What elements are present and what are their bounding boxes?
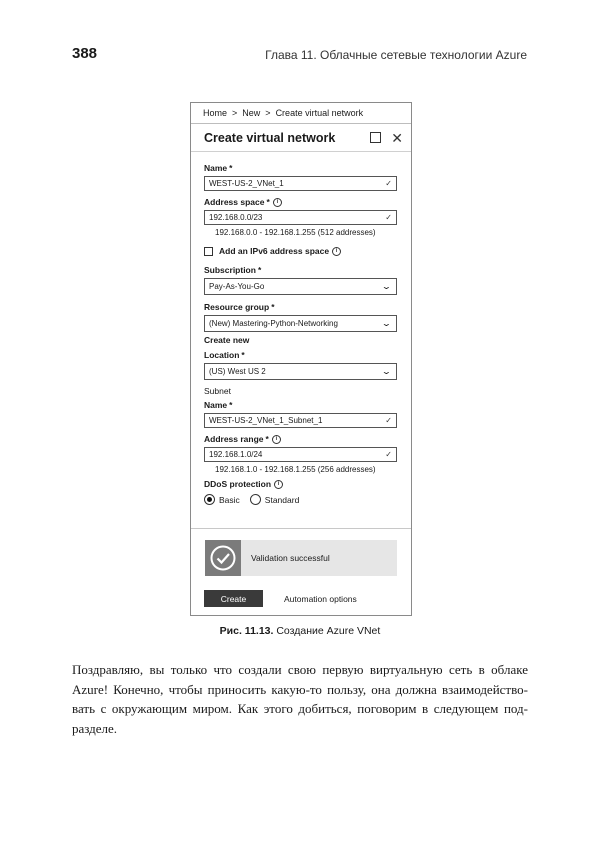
ddos-standard-label: Standard — [264, 494, 300, 505]
validation-check-icon — [210, 545, 236, 571]
name-label: Name * — [204, 163, 233, 173]
chevron-down-icon: ⌄ — [381, 367, 393, 376]
address-space-input[interactable]: 192.168.0.0/23 ✓ — [204, 210, 397, 225]
validation-banner — [205, 540, 397, 576]
caption-prefix: Рис. 11.13. — [219, 625, 274, 637]
breadcrumb-new[interactable]: New — [242, 108, 261, 118]
validation-text: Validation successful — [251, 553, 330, 563]
ddos-label: DDoS protection i — [204, 478, 397, 490]
chevron-down-icon: ⌄ — [381, 319, 393, 328]
subnet-name-label: Name * — [204, 400, 233, 410]
automation-options-link[interactable]: Automation options — [284, 594, 357, 604]
address-space-hint: 192.168.0.0 - 192.168.1.255 (512 addresses) — [215, 228, 376, 237]
address-space-label: Address space * i — [204, 196, 397, 208]
check-icon: ✓ — [385, 213, 392, 222]
check-icon: ✓ — [385, 416, 392, 425]
body-line: Поздравляю, вы только что создали свою первую виртуальную сеть в облаке — [72, 662, 528, 677]
caption-text: Создание Azure VNet — [276, 625, 381, 637]
chevron-right-icon: > — [232, 108, 238, 118]
chevron-down-icon: ⌄ — [381, 282, 393, 291]
location-select[interactable]: (US) West US 2 ⌄ — [204, 363, 397, 380]
breadcrumb-home[interactable]: Home — [203, 108, 228, 118]
check-icon: ✓ — [385, 450, 392, 459]
close-icon[interactable]: ✕ — [391, 129, 403, 146]
ddos-basic-label: Basic — [219, 494, 240, 505]
create-new-link[interactable]: Create new — [204, 335, 250, 345]
validation-badge — [205, 540, 241, 576]
running-head: Глава 11. Облачные сетевые технологии Azure — [265, 48, 527, 62]
create-vnet-screenshot — [190, 102, 412, 616]
chevron-right-icon: > — [265, 108, 271, 118]
ipv6-label: Add an IPv6 address space — [219, 246, 330, 256]
blade-title: Create virtual network — [204, 130, 336, 145]
address-range-hint: 192.168.1.0 - 192.168.1.255 (256 addresses) — [215, 465, 376, 474]
name-input[interactable]: WEST-US-2_VNet_1 ✓ — [204, 176, 397, 191]
ddos-basic-radio[interactable] — [204, 494, 215, 505]
ddos-standard-radio[interactable] — [250, 494, 261, 505]
subscription-select[interactable]: Pay-As-You-Go ⌄ — [204, 278, 397, 295]
divider — [191, 528, 411, 529]
ipv6-checkbox-row[interactable] — [204, 246, 397, 256]
info-icon[interactable]: i — [332, 247, 341, 256]
address-range-input[interactable]: 192.168.1.0/24 ✓ — [204, 447, 397, 462]
vnet-form — [191, 152, 411, 505]
create-button[interactable]: Create — [204, 590, 263, 607]
info-icon[interactable]: i — [273, 198, 282, 207]
ddos-radio-group — [204, 494, 397, 505]
check-icon: ✓ — [385, 179, 392, 188]
figure-caption — [0, 625, 600, 637]
info-icon[interactable]: i — [274, 480, 283, 489]
maximize-icon[interactable] — [370, 132, 381, 143]
info-icon[interactable]: i — [272, 435, 281, 444]
page-number: 388 — [72, 45, 98, 62]
blade-header — [191, 124, 411, 152]
subscription-label: Subscription * — [204, 265, 262, 275]
subnet-name-input[interactable]: WEST-US-2_VNet_1_Subnet_1 ✓ — [204, 413, 397, 428]
breadcrumb — [191, 103, 411, 124]
address-range-label: Address range * i — [204, 433, 397, 445]
breadcrumb-current: Create virtual network — [275, 108, 364, 118]
body-line: Azure! Конечно, чтобы приносить какую-то пользу, она должна взаимодейство- — [72, 681, 528, 697]
resource-group-select[interactable]: (New) Mastering-Python-Networking ⌄ — [204, 315, 397, 332]
body-paragraph — [72, 660, 528, 738]
resource-group-label: Resource group * — [204, 302, 275, 312]
location-label: Location * — [204, 350, 245, 360]
body-line: вать с окружающим миром. Как этого добиться, поговорим в следующем под- — [72, 701, 528, 716]
subnet-section-title: Subnet — [204, 386, 231, 396]
body-line: разделе. — [72, 720, 118, 736]
ipv6-checkbox[interactable] — [204, 247, 213, 256]
